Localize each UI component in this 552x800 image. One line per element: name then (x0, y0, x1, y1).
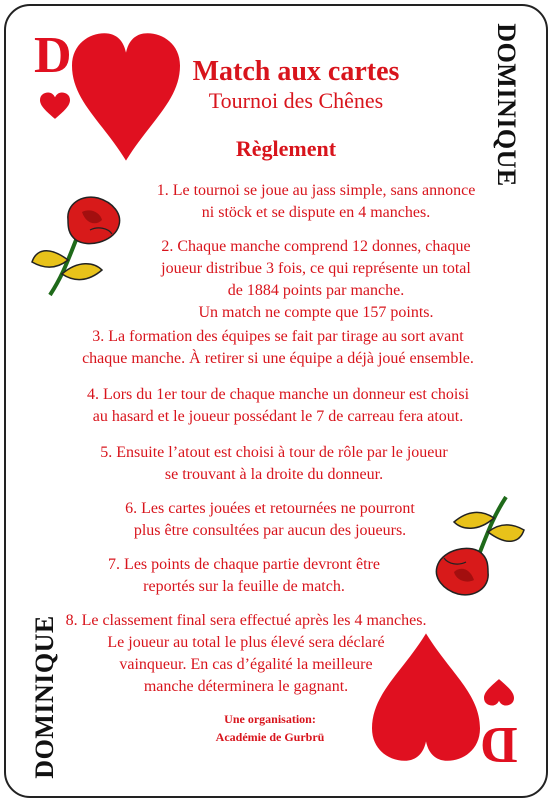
page-title: Match aux cartes (192, 56, 400, 87)
rule-item-2: 2. Chaque manche comprend 12 donnes, chaque joueur distribue 3 fois, ce qui représente un total de 1884 points par manche. Un match ne compte que 157 points. (161, 238, 471, 321)
rule-item-8: 8. Le classement final sera effectué après les 4 manches. Le joueur au total le plus élevé sera déclaré vainqueur. En cas d’égalité la meilleure manche déterminera le gagnant. (65, 612, 427, 695)
rules-heading: Règlement (235, 136, 337, 161)
rule-item-5: 5. Ensuite l’atout est choisi à tour de rôle par le joueur se trouvant à la droite du donneur. (100, 444, 448, 483)
player-name-left: DOMINIQUE (30, 615, 59, 779)
organizer-label: Une organisation: (224, 712, 316, 726)
player-name-right: DOMINIQUE (492, 23, 521, 187)
page-subtitle: Tournoi des Chênes (208, 88, 384, 113)
rule-item-1: 1. Le tournoi se joue au jass simple, sans annonce ni stöck et se dispute en 4 manches. (156, 182, 476, 221)
rule-item-7: 7. Les points de chaque partie devront être reportés sur la feuille de match. (108, 556, 380, 595)
rule-item-6: 6. Les cartes jouées et retournées ne pourront plus être consultées par aucun des joueurs. (125, 500, 415, 539)
organizer-credit (0, 710, 546, 746)
organizer-name: Académie de Gurbrü (215, 730, 325, 744)
rule-item-3: 3. La formation des équipes se fait par tirage au sort avant chaque manche. À retirer si une équipe a déjà joué ensemble. (82, 328, 474, 367)
rank-letter-bottom: D (480, 716, 518, 773)
rank-letter-top: D (34, 27, 72, 84)
rule-item-4: 4. Lors du 1er tour de chaque manche un donneur est choisi au hasard et le joueur possédant le 7 de carreau fera atout. (86, 386, 470, 425)
